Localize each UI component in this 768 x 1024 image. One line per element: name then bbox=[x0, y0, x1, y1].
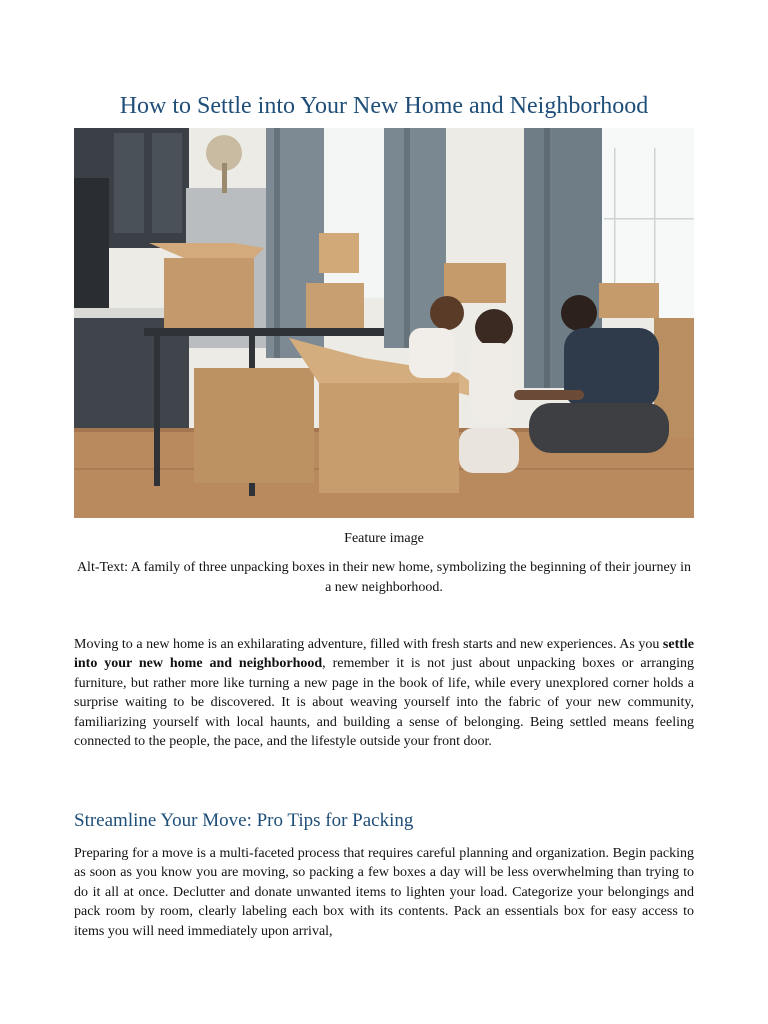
intro-text-before: Moving to a new home is an exhilarating adventure, filled with fresh starts and new experiences. As you bbox=[74, 637, 663, 652]
section-heading: Streamline Your Move: Pro Tips for Packing bbox=[74, 810, 414, 831]
image-alt-text: Alt-Text: A family of three unpacking boxes in their new home, symbolizing the beginning of their journey in a new neighborhood. bbox=[76, 560, 692, 595]
section-paragraph: Preparing for a move is a multi-faceted process that requires careful planning and organization. Begin packing as soon as you know you are moving, so packing a few boxes a day will be less overwhelming than trying to do it all at once. Declutter and donate unwanted items to lighten your load. Categorize your belongings and pack room by room, clearly labeling each box with its contents. Pack an essentials box for easy access to items you will need immediately upon arrival, bbox=[74, 846, 694, 939]
image-caption: Feature image bbox=[344, 531, 424, 546]
intro-keyword-bold: settle into your new home and neighborhood bbox=[74, 637, 694, 672]
intro-paragraph bbox=[74, 635, 694, 751]
intro-text-after: , remember it is not just about unpacking boxes or arranging furniture, but rather more like turning a new page in the book of life, while every unexplored corner holds a surprise waiting to be discovered. It is about weaving yourself into the fabric of your new community, familiarizing yourself with local haunts, and building a sense of belonging. Being settled means feeling connected to the people, the pace, and the lifestyle outside your front door. bbox=[74, 656, 694, 750]
page-title: How to Settle into Your New Home and Neighborhood bbox=[119, 93, 649, 119]
feature-image bbox=[74, 128, 694, 518]
